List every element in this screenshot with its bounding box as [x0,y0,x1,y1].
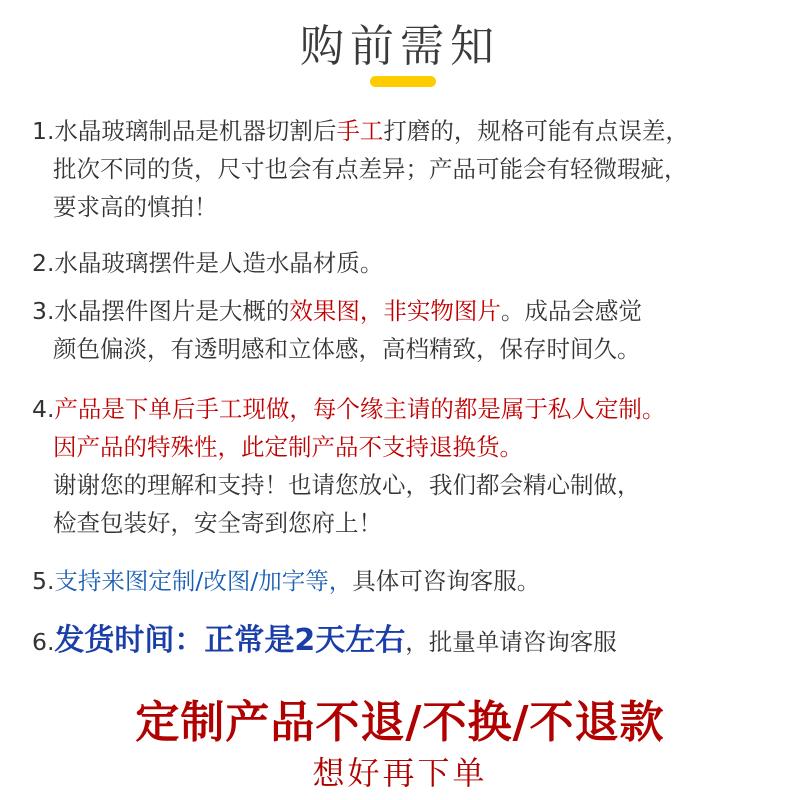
notice-item-6-line-1 [32,624,617,659]
notice-item-4-line-4: 检查包装好，安全寄到您府上！ [53,509,382,537]
order-reminder: 想好再下单 [312,754,488,792]
item-text: ，批量单请咨询客服 [405,628,617,656]
item-number: 4. [32,395,55,423]
notice-item-1-line-3: 要求高的慎拍！ [53,193,218,221]
item-text: 水晶玻璃摆件是人造水晶材质。 [54,249,384,277]
item-number: 2. [32,249,55,277]
page-title: 购前需知 [300,21,500,72]
notice-item-1-line-1 [32,114,689,148]
item-text: 。成品会感觉 [500,297,642,325]
item-text-highlight: 手工 [336,117,384,145]
item-text-highlight: 效果图，非实物图片 [289,297,501,325]
notice-item-4-line-2: 因产品的特殊性，此定制产品不支持退换货。 [53,433,523,461]
notice-item-1-line-2: 批次不同的货，尺寸也会有点差异；产品可能会有轻微瑕疵， [53,155,688,183]
item-text: 具体可咨询客服。 [352,567,541,595]
item-text: 水晶摆件图片是大概的 [54,297,290,325]
notice-item-3-line-2: 颜色偏淡，有透明感和立体感，高档精致，保存时间久。 [53,335,641,363]
title-underline-bar [370,76,436,87]
item-text-highlight: 产品是下单后手工现做，每个缘主请的都是属于私人定制。 [54,395,666,423]
item-text: 水晶玻璃制品是机器切割后 [54,117,337,145]
shipping-time-value: 正常是2天左右 [204,623,406,658]
item-text-highlight: 支持来图定制/改图/加字等， [54,567,353,595]
item-number: 5. [32,567,55,595]
notice-item-4-line-1 [32,392,665,426]
shipping-time-label: 发货时间： [54,623,205,658]
notice-item-4-line-3: 谢谢您的理解和支持！也请您放心，我们都会精心制做， [53,471,641,499]
item-number: 1. [32,117,55,145]
no-return-warning: 定制产品不退/不换/不退款 [135,697,665,748]
notice-item-5-line-1 [32,564,540,598]
notice-item-2-line-1 [32,246,383,280]
notice-item-3-line-1 [32,294,642,328]
item-number: 3. [32,297,55,325]
item-number: 6. [32,628,55,656]
item-text: 打磨的，规格可能有点误差， [383,117,689,145]
